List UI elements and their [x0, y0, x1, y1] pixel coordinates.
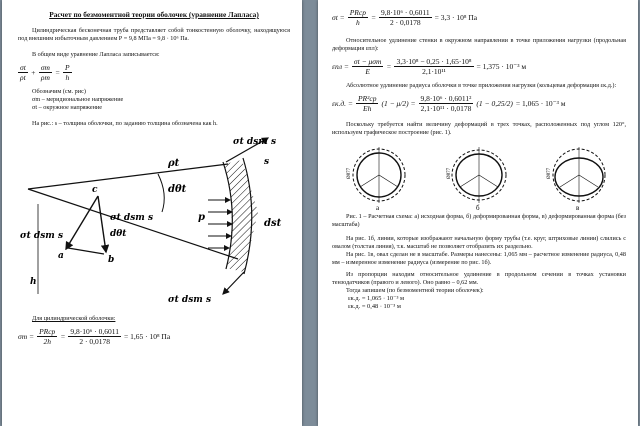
sigma-m-formula: σm = $\frac{\text{PRср}}{2h}$ = $\frac{\text{9,8·10⁶ · 0,6011}}{2 \cdot 0,0178}$ = 1,65 · 10⁸ Па	[18, 327, 171, 346]
label-rho: ρt	[168, 158, 180, 169]
scheme-label-a: а	[376, 204, 380, 211]
page-title: Расчет по безмоментной теории оболочек (уравнение Лапласа)	[49, 10, 259, 19]
shell-diagram	[18, 134, 290, 304]
label-dtheta: dθt	[168, 184, 187, 195]
scheme-label-c: в	[576, 204, 580, 211]
svg-text:Ø877: Ø877	[447, 167, 452, 179]
three-points-text: Поскольку требуется найти величину деформаций в трех точках, расположенных под углом 120°, используем графическое построение (рис. 1).	[332, 121, 626, 136]
legend-t: σt – окружное напряжение	[32, 104, 102, 111]
svg-text:Ø877: Ø877	[547, 167, 552, 179]
paragraph-3: Из пропорции находим относительное удлинение в продольном сечении в точках установки тензодатчиков (правого и левого). Оно равно – 0,62 мм.	[332, 271, 626, 286]
label-top-force: σt dsm s	[233, 137, 277, 147]
label-left-vec: σt dsm s	[20, 231, 64, 241]
label-p: p	[198, 212, 205, 223]
label-b: b	[108, 255, 115, 265]
legend-m: σm – меридиональное напряжение	[32, 96, 124, 103]
sigma-t-formula: σt = $\frac{\text{PRср}}{h}$ = $\frac{\text{9,8·10⁶ · 0,6011}}{2 \cdot 0,0178}$ = 3,3 · 10⁸ Па	[332, 8, 478, 27]
force-vector-ca	[66, 196, 98, 249]
radius-line-bottom	[28, 189, 238, 259]
label-bottom-force: σt dsm s	[168, 295, 212, 304]
scheme-c	[536, 143, 622, 211]
paragraph-4: Тогда запишем (по безмоментной теории оболочек):	[346, 287, 484, 294]
result-1: εк.д. = 1,065 · 10⁻³ м	[348, 295, 405, 302]
cyl-label: Для цилиндрической оболочки:	[32, 315, 116, 322]
label-dst: dst	[264, 218, 282, 229]
abs-formula: εк.д. = $\frac{\text{PR²ср}}{Eh}$ (1 − μ/2) = $\frac{\text{9,8·10⁶ · 0,6011²}}{\text{2,1·10¹¹ · 0,0178}}$ (1 − 0,25/2) = 1,065 · 10⁻³ м	[332, 94, 566, 113]
eps-formula: εпл = $\frac{\text{σt − μσm}}{E}$ = $\frac{\text{3,3·10⁸ − 0,25 · 1,65·10⁸}}{\text{2,1·10¹¹}}$ = 1,375 · 10⁻³ м	[332, 57, 527, 76]
label-vec-c: σt dsm s	[110, 213, 154, 223]
force-vector-cb	[98, 196, 106, 252]
shell-hatch	[224, 160, 258, 272]
legend-title: Обозначим (см. рис)	[32, 88, 86, 95]
rel-strain-text: Относительное удлинение стенки в окружном направлении в точке приложения нагрузки (продольная деформация εпл):	[332, 37, 626, 52]
result-2: εк.д. = 0,48 · 10⁻³ м	[348, 303, 401, 310]
bottom-force-arrow	[223, 272, 244, 294]
radius-line-top	[28, 164, 228, 189]
paragraph-2: На рис. 1в, овал сделан не в масштабе. Размеры нанесены: 1,065 мм – расчетное изменение радиуса, 0,48 мм – измеренное изменение радиуса (измерение по рис. 1б).	[332, 251, 626, 266]
force-vector-ab	[68, 248, 104, 254]
dtheta-arc	[158, 174, 164, 212]
svg-text:Ø877: Ø877	[347, 167, 352, 179]
label-h: h	[30, 277, 37, 287]
intro-paragraph: Цилиндрическая бесконечная труба представляет собой тонкостенную оболочку, находящуюся под внешним избыточным давлением Р = 9,8 МПа = 9,8 · 10⁶ Па.	[18, 27, 290, 42]
abs-text: Абсолютное удлинение радиуса оболочки в точке приложения нагрузки (кольцевая деформация εк.д.):	[346, 82, 617, 89]
laplace-intro: В общем виде уравнение Лапласа записывается:	[32, 51, 160, 58]
figure-caption: Рис. 1 – Расчетная схема: а) исходная форма, б) деформированная форма, в) деформированная форма (без масштаба)	[332, 213, 626, 228]
thickness-note: На рис.: s – толщина оболочки, по заданию толщина обозначена как h.	[32, 120, 218, 127]
laplace-formula: $\frac{\sigma t}{\rho t}$ + $\frac{\sigma m}{\rho m}$ = $\frac{P}{h}$	[20, 63, 70, 82]
label-s: s	[264, 157, 270, 167]
label-a: a	[58, 251, 64, 261]
label-c: c	[92, 185, 98, 195]
scheme-a	[336, 143, 422, 211]
scheme-label-b: б	[476, 204, 480, 211]
right-page	[318, 0, 638, 426]
paragraph-1: На рис. 1б, линии, которые изображают начальную форму трубы (т.е. круг, штриховые линии) слились с овалом (толстая линия), т.к. масштаб не позволяет отобразить их раздельно.	[332, 235, 626, 250]
label-vec-d: dθt	[110, 229, 127, 239]
scheme-b	[436, 143, 522, 211]
schemes	[332, 143, 626, 211]
left-page	[2, 0, 302, 426]
